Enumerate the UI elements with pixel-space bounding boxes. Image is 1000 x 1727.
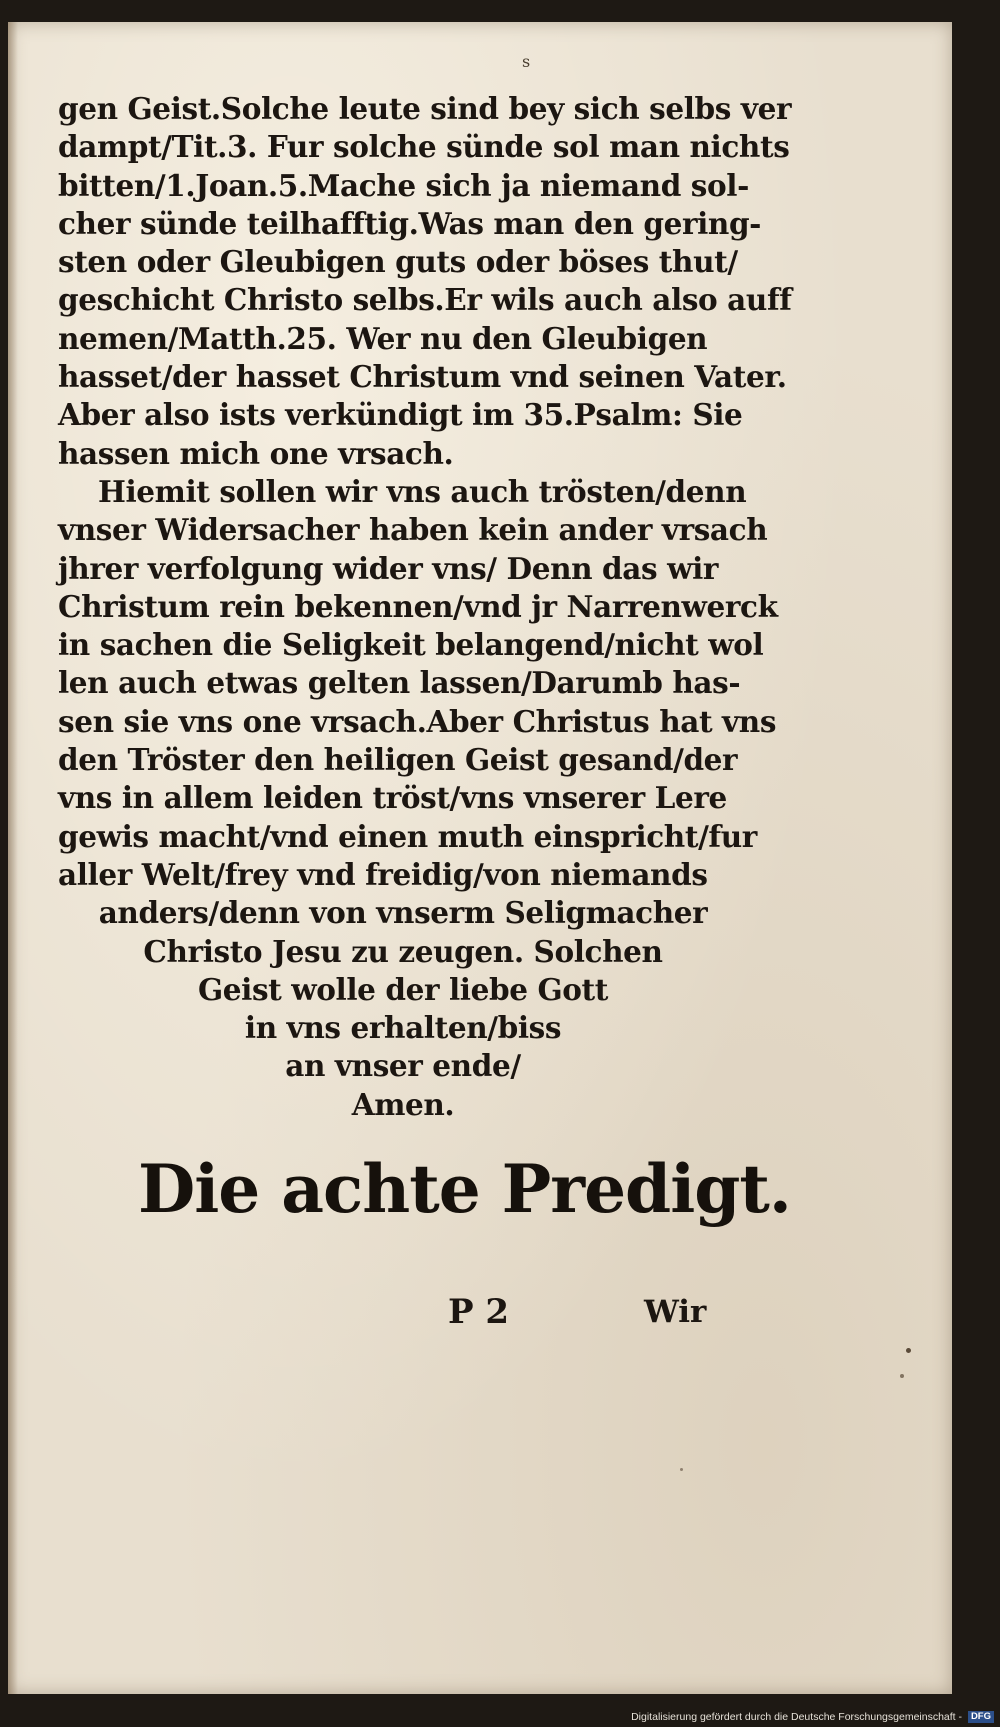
text-line: hassen mich one vrsach. <box>58 435 454 471</box>
text-line: Christum rein bekennen/vnd jr Narrenwerck <box>58 588 778 624</box>
text-line: vns in allem leiden tröst/vns vnserer Lere <box>58 780 727 816</box>
text-line: hasset/der hasset Christum vnd seinen Vater. <box>58 359 787 395</box>
body-text <box>58 90 792 1124</box>
paper-speck <box>900 1374 904 1378</box>
top-marker: s <box>522 52 531 71</box>
paper-speck <box>906 1348 911 1353</box>
credit-text: Digitalisierung gefördert durch die Deutsche Forschungsgemeinschaft - <box>631 1710 963 1723</box>
book-page <box>8 22 952 1694</box>
sermon-heading: Die achte Predigt. <box>138 1150 791 1228</box>
text-line: Amen. <box>351 1086 455 1122</box>
paper-speck <box>680 1468 683 1471</box>
text-line: den Tröster den heiligen Geist gesand/der <box>58 742 738 778</box>
text-line: nemen/Matth.25. Wer nu den Gleubigen <box>58 320 708 356</box>
page-gutter-shadow <box>8 22 18 1694</box>
text-line: bitten/1.Joan.5.Mache sich ja niemand sol- <box>58 167 749 203</box>
text-line: aller Welt/frey vnd freidig/von niemands <box>58 856 708 892</box>
text-line: gewis macht/vnd einen muth einspricht/fur <box>58 818 757 854</box>
text-line: gen Geist.Solche leute sind bey sich selbs ver <box>58 91 792 126</box>
text-line: in vns erhalten/biss <box>244 1010 562 1046</box>
text-line: Christo Jesu zu zeugen. Solchen <box>143 933 663 969</box>
text-line: cher sünde teilhafftig.Was man den gering- <box>58 205 762 241</box>
signature-mark: P 2 <box>448 1292 510 1332</box>
text-line: in sachen die Seligkeit belangend/nicht wol <box>58 627 764 663</box>
text-line: an vnser ende/ <box>285 1048 521 1084</box>
text-line: dampt/Tit.3. Fur solche sünde sol man nichts <box>58 129 790 165</box>
text-line: Aber also ists verkündigt im 35.Psalm: Sie <box>58 397 743 433</box>
text-line: len auch etwas gelten lassen/Darumb has- <box>58 665 741 701</box>
text-line: vnser Widersacher haben kein ander vrsach <box>58 512 768 548</box>
text-line: sen sie vns one vrsach.Aber Christus hat vns <box>58 703 777 739</box>
catchword: Wir <box>644 1294 707 1330</box>
text-line: geschicht Christo selbs.Er wils auch also auff <box>58 282 792 318</box>
text-line: jhrer verfolgung wider vns/ Denn das wir <box>58 550 719 586</box>
text-line: anders/denn von vnserm Seligmacher <box>98 895 708 931</box>
text-line: Geist wolle der liebe Gott <box>198 971 608 1007</box>
dfg-logo: DFG <box>968 1711 994 1723</box>
text-line: sten oder Gleubigen guts oder böses thut/ <box>58 244 738 280</box>
digitization-credit <box>631 1711 994 1723</box>
text-line: Hiemit sollen wir vns auch trösten/denn <box>98 473 747 509</box>
